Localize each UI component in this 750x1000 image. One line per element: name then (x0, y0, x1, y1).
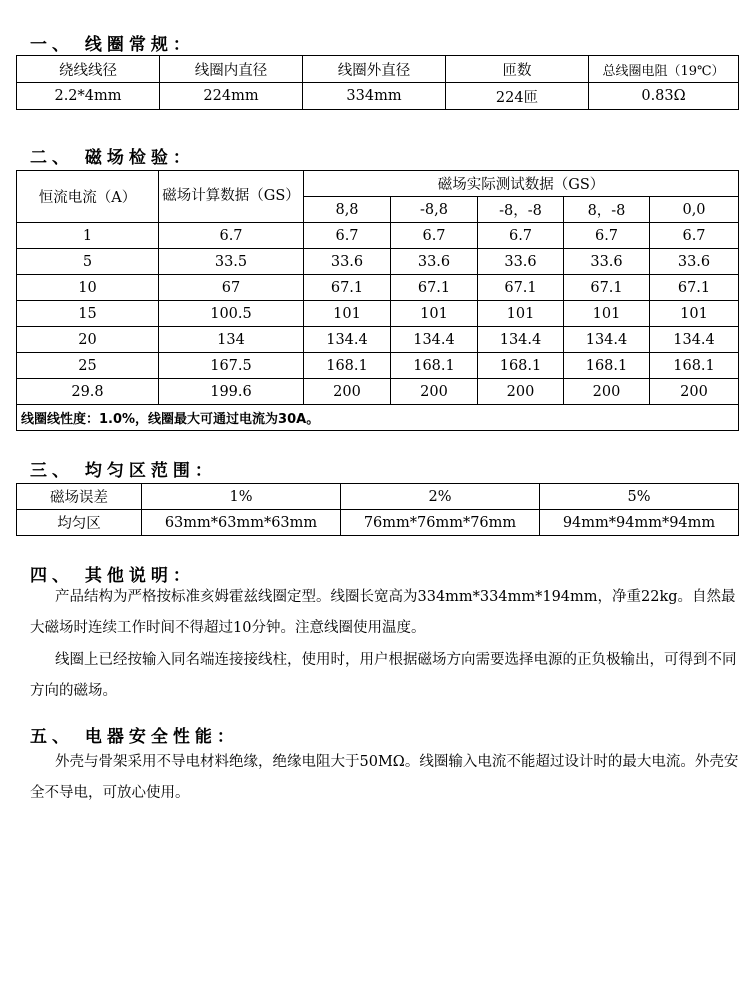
table-cell: 101 (650, 301, 739, 327)
table-cell: 67.1 (304, 275, 391, 301)
table-row (17, 249, 739, 275)
table-cell: 200 (478, 379, 564, 405)
table-row (17, 223, 739, 249)
table-cell: 67.1 (391, 275, 478, 301)
table-cell: 200 (391, 379, 478, 405)
position-header: -8，-8 (478, 197, 564, 223)
table-cell: 33.6 (304, 249, 391, 275)
coil-spec-table (16, 55, 739, 110)
position-header: -8,8 (391, 197, 478, 223)
field-error-value: 2% (341, 484, 540, 510)
field-error-label: 磁场误差 (17, 484, 142, 510)
table-cell: 101 (478, 301, 564, 327)
header-outer-diameter: 线圈外直径 (303, 56, 446, 83)
position-header: 0,0 (650, 197, 739, 223)
table-cell: 33.6 (650, 249, 739, 275)
position-header: 8,8 (304, 197, 391, 223)
table-cell: 200 (650, 379, 739, 405)
table-cell: 6.7 (391, 223, 478, 249)
table-cell: 168.1 (564, 353, 650, 379)
value-total-resistance: 0.83Ω (589, 83, 739, 110)
table-cell: 168.1 (478, 353, 564, 379)
table-cell: 100.5 (159, 301, 304, 327)
table-cell: 134.4 (478, 327, 564, 353)
section4-heading: 四、 其他说明： (30, 566, 195, 586)
table-cell: 200 (564, 379, 650, 405)
table-cell: 134.4 (650, 327, 739, 353)
table-cell: 6.7 (564, 223, 650, 249)
table-cell: 29.8 (17, 379, 159, 405)
header-inner-diameter: 线圈内直径 (160, 56, 303, 83)
table-cell: 134.4 (564, 327, 650, 353)
table-cell: 134 (159, 327, 304, 353)
table-cell: 67 (159, 275, 304, 301)
table-cell: 167.5 (159, 353, 304, 379)
other-notes-paragraph-2: 线圈上已经按输入同名端连接接线柱，使用时，用户根据磁场方向需要选择电源的正负极输出，可得到不同方向的磁场。 (30, 652, 737, 699)
table-cell: 33.6 (391, 249, 478, 275)
table-cell: 134.4 (304, 327, 391, 353)
value-turns: 224匝 (446, 83, 589, 110)
table-cell: 6.7 (159, 223, 304, 249)
field-error-value: 5% (540, 484, 739, 510)
uniform-zone-value: 76mm*76mm*76mm (341, 510, 540, 536)
header-current: 恒流电流（A） (17, 171, 159, 223)
table-cell: 168.1 (650, 353, 739, 379)
table-cell: 134.4 (391, 327, 478, 353)
table-cell: 6.7 (650, 223, 739, 249)
value-outer-diameter: 334mm (303, 83, 446, 110)
magnetic-field-table (16, 170, 739, 431)
table-cell: 6.7 (304, 223, 391, 249)
table-cell: 200 (304, 379, 391, 405)
table-cell: 67.1 (564, 275, 650, 301)
table-cell: 33.5 (159, 249, 304, 275)
table-row (17, 353, 739, 379)
table-row (17, 275, 739, 301)
position-header: 8，-8 (564, 197, 650, 223)
table-cell: 10 (17, 275, 159, 301)
table-row (17, 379, 739, 405)
section2-heading: 二、 磁场检验： (30, 148, 195, 168)
section3-heading: 三、 均匀区范围： (30, 461, 217, 481)
header-measured-field: 磁场实际测试数据（GS） (304, 171, 739, 197)
header-calculated-field: 磁场计算数据（GS） (159, 171, 304, 223)
table-cell: 101 (391, 301, 478, 327)
table-cell: 168.1 (391, 353, 478, 379)
uniform-zone-value: 94mm*94mm*94mm (540, 510, 739, 536)
table-row (17, 327, 739, 353)
section1-heading: 一、 线圈常规： (30, 35, 195, 55)
table-cell: 1 (17, 223, 159, 249)
table-cell: 6.7 (478, 223, 564, 249)
uniform-zone-label: 均匀区 (17, 510, 142, 536)
safety-paragraph: 外壳与骨架采用不导电材料绝缘，绝缘电阻大于50MΩ。线圈输入电流不能超过设计时的最大电流。外壳安全不导电，可放心使用。 (30, 754, 739, 801)
uniform-zone-table (16, 483, 739, 536)
table-cell: 199.6 (159, 379, 304, 405)
value-inner-diameter: 224mm (160, 83, 303, 110)
table-cell: 67.1 (478, 275, 564, 301)
table-row (17, 301, 739, 327)
table-cell: 5 (17, 249, 159, 275)
value-wire-diameter: 2.2*4mm (17, 83, 160, 110)
header-turns: 匝数 (446, 56, 589, 83)
field-error-value: 1% (142, 484, 341, 510)
table-cell: 15 (17, 301, 159, 327)
other-notes-paragraph-1: 产品结构为严格按标准亥姆霍兹线圈定型。线圈长宽高为334mm*334mm*194mm，净重22kg。自然最大磁场时连续工作时间不得超过10分钟。注意线圈使用温度。 (30, 589, 736, 636)
table-cell: 33.6 (564, 249, 650, 275)
table-cell: 20 (17, 327, 159, 353)
uniform-zone-value: 63mm*63mm*63mm (142, 510, 341, 536)
header-wire-diameter: 绕线线径 (17, 56, 160, 83)
table-cell: 168.1 (304, 353, 391, 379)
header-total-resistance: 总线圈电阻（19℃） (589, 56, 739, 83)
table-cell: 101 (304, 301, 391, 327)
table-cell: 33.6 (478, 249, 564, 275)
linearity-note: 线圈线性度：1.0%，线圈最大可通过电流为30A。 (17, 405, 739, 431)
table-cell: 67.1 (650, 275, 739, 301)
section5-heading: 五、 电器安全性能： (30, 727, 239, 747)
table-cell: 101 (564, 301, 650, 327)
table-cell: 25 (17, 353, 159, 379)
